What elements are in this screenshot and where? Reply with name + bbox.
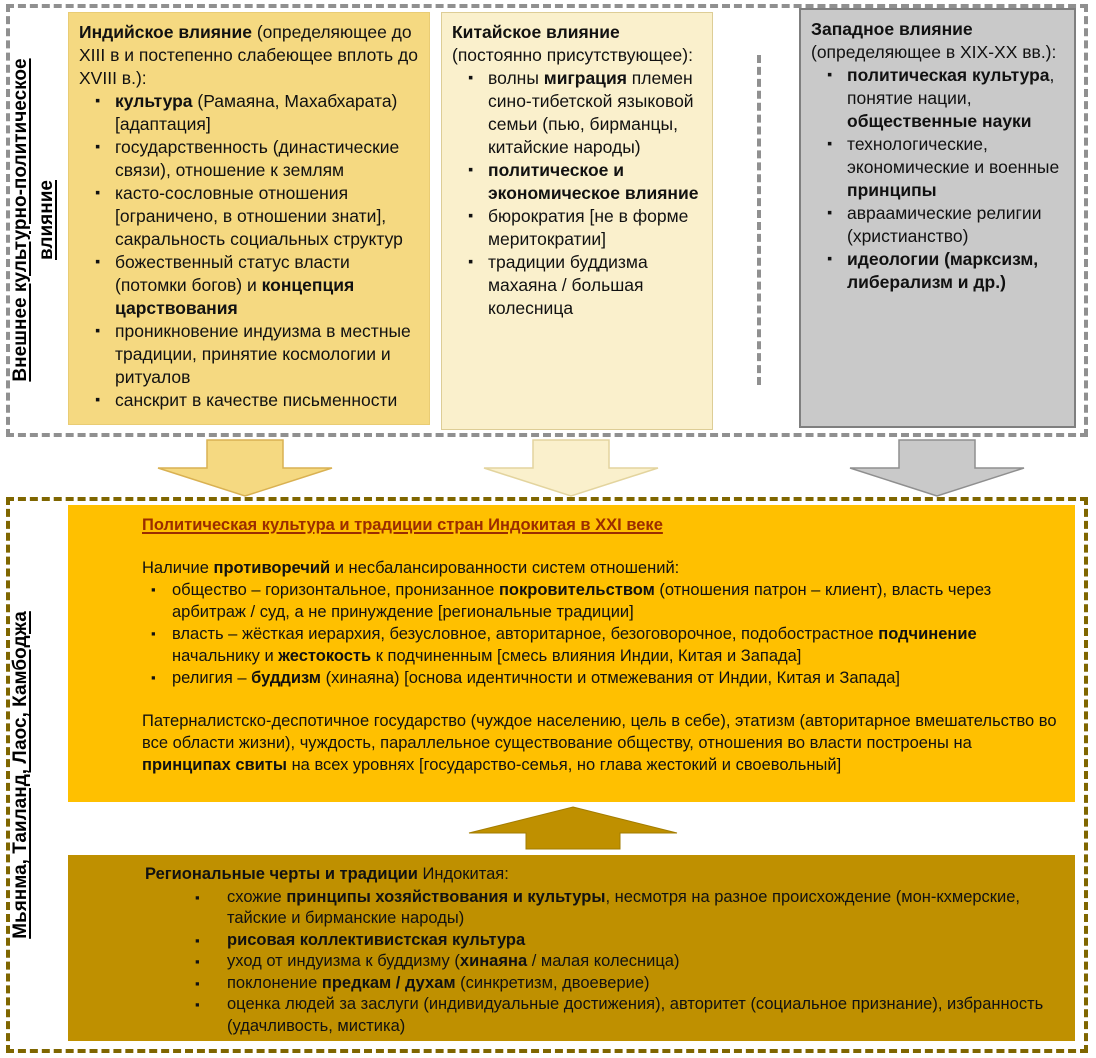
arrow-shape (469, 807, 677, 849)
text-run: Патерналистско-деспотичное государство (чуждое населению, цель в себе), этатизм (авторитарное вмешательство во все области жизни), чуждость, параллельное существование обществу, отношения во власти построены на (142, 712, 1057, 752)
text-run: хинаяна (459, 952, 528, 970)
bullet-item (79, 136, 419, 182)
bullet-item (145, 994, 1063, 1037)
text-run: бюрократия [не в форме меритократии] (488, 206, 689, 249)
text-run: проникновение индуизма в местные традиции, принятие космологии и ритуалов (115, 321, 411, 387)
text-run: общественные науки (847, 111, 1032, 131)
text-run: подчинение (878, 625, 977, 643)
bullet-item (142, 623, 1063, 667)
text-run: рисовая коллективистская культура (227, 930, 526, 949)
bullet-item (142, 667, 1063, 689)
bullet-item (811, 202, 1064, 248)
text-run: поклонение (227, 973, 322, 992)
bullet-item (79, 320, 419, 389)
regional-traits-box (68, 855, 1075, 1041)
text-run: , понятие нации, (847, 65, 1055, 108)
text-run: миграция (543, 68, 627, 88)
text-run: схожие (227, 887, 287, 906)
arrow-down-west-icon (849, 439, 1025, 497)
bullet-item (79, 389, 419, 412)
arrow-shape (850, 440, 1024, 496)
text-run: покровительством (498, 581, 655, 599)
text-run: начальнику и (172, 647, 279, 665)
regional-traits-title (145, 864, 1063, 886)
bullet-item (811, 64, 1064, 133)
political-culture-outro (142, 710, 1063, 776)
text-run: общество – горизонтальное, пронизанное (172, 581, 499, 599)
text-run: концепция царствования (115, 275, 355, 318)
text-run: власть – жёсткая иерархия, безусловное, авторитарное, безоговорочное, подобострастное (172, 625, 879, 643)
text-run: противоречий (213, 559, 331, 577)
bullet-item (452, 251, 702, 320)
china-box-bullet-list (452, 67, 702, 320)
text-run: технологические, экономические и военные (847, 134, 1060, 177)
bullet-item (811, 248, 1064, 294)
bullet-item (145, 930, 1063, 952)
text-run: культура (115, 91, 198, 111)
text-run: (Рамаяна, Махабхарата) [адаптация] (115, 91, 398, 134)
text-run: принципах свиты (142, 756, 287, 774)
china-west-divider (757, 55, 761, 385)
india-box-title (79, 21, 419, 90)
text-run: оценка людей за заслуги (индивидуальные достижения), авторитет (социальное признание), избранность (удачливость, мистика) (227, 995, 1044, 1035)
political-culture-title: Политическая культура и традиции стран Индокитая в XXI веке (142, 516, 663, 534)
bullet-item (811, 133, 1064, 202)
text-run: на всех уровнях [государство-семья, но глава жестокий и своевольный] (286, 756, 842, 774)
text-run: Западное влияние (811, 19, 973, 39)
text-run: жестокость (278, 647, 372, 665)
text-run: предкам / духам (321, 973, 456, 992)
text-run: политическая культура (847, 65, 1050, 85)
text-run: принципы хозяйствования и культуры (286, 887, 606, 906)
west-box-title (811, 18, 1064, 64)
bullet-item (452, 159, 702, 205)
text-run: традиции буддизма махаяна / большая колесница (488, 252, 648, 318)
bullet-item (142, 579, 1063, 623)
west-influence-box (799, 8, 1076, 428)
bullet-item (145, 973, 1063, 995)
side-label-countries: Мьянма, Таиланд, Лаос, Камбоджа (10, 611, 31, 939)
text-run: религия – (172, 669, 252, 687)
arrow-down-india-icon (157, 439, 333, 497)
text-run: к подчиненным [смесь влияния Индии, Китая и Запада] (371, 647, 802, 665)
political-culture-box (68, 505, 1075, 802)
text-run: идеологии (марксизм, либерализм и др.) (847, 249, 1039, 292)
bullet-item (452, 205, 702, 251)
bullet-item (79, 251, 419, 320)
china-box-title (452, 21, 702, 67)
text-run: Наличие (142, 559, 214, 577)
text-run: уход от индуизма к буддизму ( (227, 952, 460, 970)
bullet-item (452, 67, 702, 159)
text-run: санскрит в качестве письменности (115, 390, 398, 410)
text-run: принципы (847, 180, 937, 200)
regional-traits-bullet-list (145, 887, 1063, 1038)
text-run: (определяющее в XIX-XX вв.): (811, 42, 1057, 62)
india-influence-box (68, 12, 430, 425)
text-run: (отношения патрон – клиент), власть через арбитраж / суд, а не принуждение [региональные традиции] (172, 581, 992, 621)
text-run: племен сино-тибетской языковой семьи (пью, бирманцы, китайские народы) (488, 68, 694, 157)
text-run: касто-сословные отношения [ограничено, в отношении знати], сакральность социальных структур (115, 183, 403, 249)
text-run: Китайское влияние (452, 22, 620, 42)
text-run: Индокитая: (422, 865, 509, 883)
side-label-external-influence: Внешнее культурно-политическое влияние (10, 58, 57, 382)
text-run: Региональные черты и традиции (145, 865, 423, 883)
text-run: волны (488, 68, 544, 88)
text-run: государственность (династические связи), отношение к землям (115, 137, 400, 180)
arrow-up-regional-icon (468, 806, 678, 850)
text-run: (хинаяна) [основа идентичности и отмежевания от Индии, Китая и Запада] (321, 669, 900, 687)
bullet-item (145, 951, 1063, 973)
text-run: , несмотря на разное происхождение (мон-кхмерские, тайские и бирманские народы) (227, 887, 1020, 927)
bullet-item (79, 182, 419, 251)
text-run: политическое и экономическое влияние (488, 160, 699, 203)
bullet-item (145, 887, 1063, 930)
arrow-shape (158, 440, 332, 496)
text-run: (определяющее до XIII в и постепенно слабеющее вплоть до XVIII в.): (79, 22, 418, 88)
china-influence-box (441, 12, 713, 430)
text-run: божественный статус власти (потомки богов) и (115, 252, 350, 295)
text-run: буддизм (251, 669, 321, 687)
bullet-item (79, 90, 419, 136)
text-run: авраамические религии (христианство) (847, 203, 1042, 246)
political-culture-bullet-list (142, 579, 1063, 689)
text-run: Индийское влияние (79, 22, 257, 42)
arrow-down-china-icon (483, 439, 659, 497)
text-run: / малая колесница) (527, 952, 680, 970)
arrow-shape (484, 440, 658, 496)
text-run: и несбалансированности систем отношений: (330, 559, 680, 577)
text-run: (синкретизм, двоеверие) (455, 973, 650, 992)
text-run: (постоянно присутствующее): (452, 45, 693, 65)
west-box-bullet-list (811, 64, 1064, 294)
political-culture-intro (142, 557, 1063, 579)
india-box-bullet-list (79, 90, 419, 412)
